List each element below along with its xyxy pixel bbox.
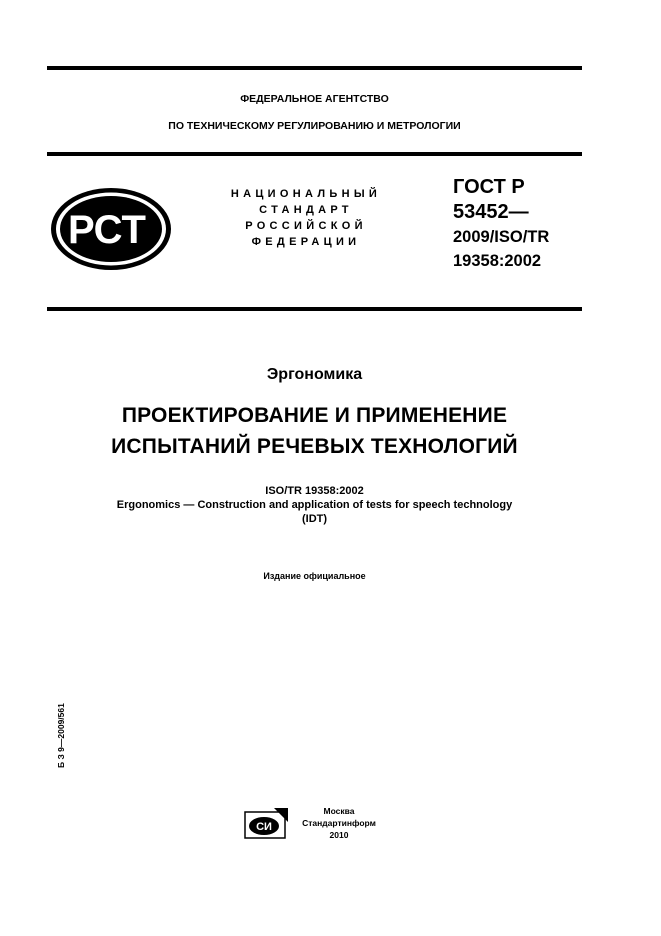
designation-line-2: 53452—: [453, 201, 529, 223]
rst-logo-text: РСТ: [67, 208, 147, 252]
title-line-2: ИСПЫТАНИЙ РЕЧЕВЫХ ТЕХНОЛОГИЙ: [111, 435, 518, 458]
national-standard-line-1: НАЦИОНАЛЬНЫЙ: [230, 188, 382, 200]
designation-line-4: 19358:2002: [453, 252, 542, 270]
title-line-1: ПРОЕКТИРОВАНИЕ И ПРИМЕНЕНИЕ: [121, 404, 508, 427]
publisher-block: [294, 805, 384, 841]
publisher-city: Москва: [323, 806, 355, 816]
national-standard-line-3: РОССИЙСКОЙ: [245, 220, 367, 232]
rst-certification-mark-icon: [49, 186, 173, 272]
national-standard-block: [208, 186, 404, 250]
iso-reference-block: [47, 484, 582, 526]
agency-name-line-2: ПО ТЕХНИЧЕСКОМУ РЕГУЛИРОВАНИЮ И МЕТРОЛОГИИ: [168, 120, 461, 132]
edition-label: Издание официальное: [263, 571, 366, 581]
iso-equivalence: (IDT): [301, 513, 328, 525]
publisher-name: Стандартинформ: [302, 818, 376, 828]
standard-designation: [453, 175, 549, 273]
agency-name-line-1: ФЕДЕРАЛЬНОЕ АГЕНТСТВО: [240, 93, 389, 105]
top-rule: [47, 66, 582, 70]
national-standard-line-2: СТАНДАРТ: [259, 204, 353, 216]
standartinform-logo-icon: [244, 808, 288, 840]
iso-code: ISO/TR 19358:2002: [265, 485, 364, 497]
publisher-logo-text: СИ: [256, 821, 272, 833]
designation-line-1: ГОСТ Р: [453, 176, 525, 198]
header-rule: [47, 152, 582, 156]
document-title: [47, 400, 582, 462]
designation-line-3: 2009/ISO/TR: [453, 228, 550, 246]
iso-english-title: Ergonomics — Construction and application of tests for speech technology: [116, 499, 513, 511]
header-bottom-rule: [47, 307, 582, 311]
vertical-index-code: Б З 9—2009/561: [56, 703, 66, 768]
subject-heading: Эргономика: [266, 366, 363, 383]
national-standard-line-4: ФЕДЕРАЦИИ: [251, 236, 361, 248]
publisher-year: 2010: [329, 830, 349, 840]
